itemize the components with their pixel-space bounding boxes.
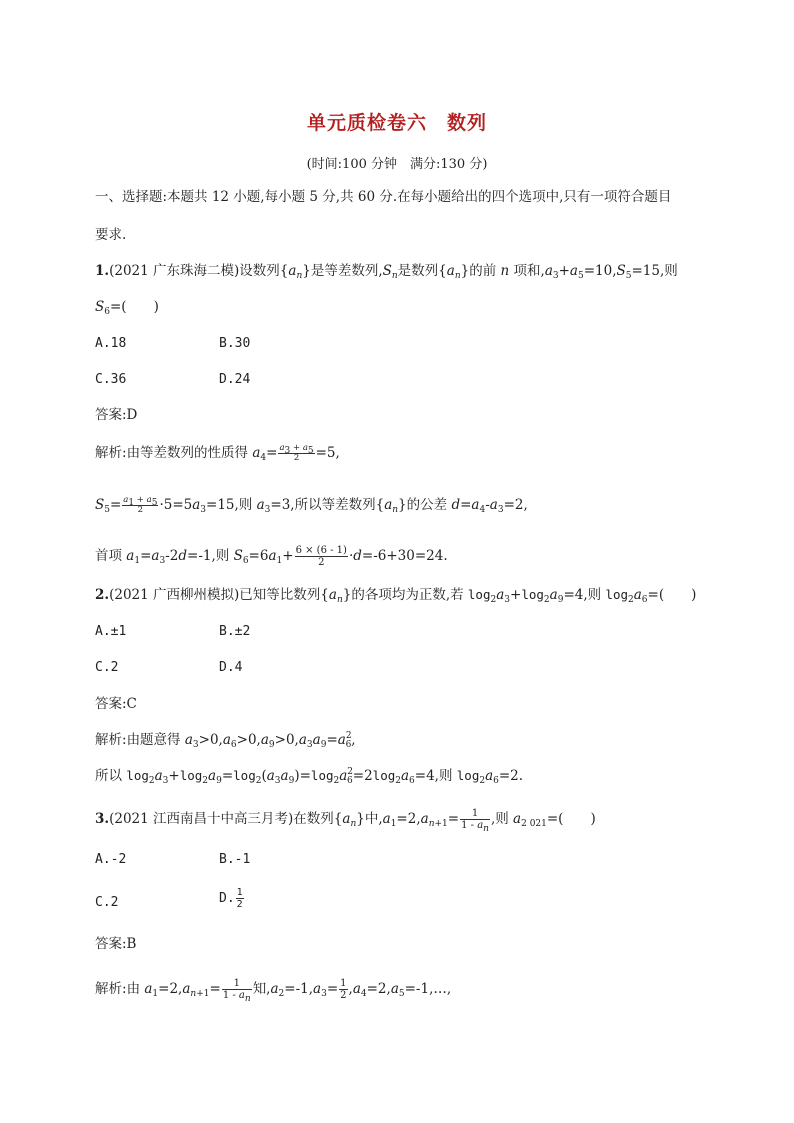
analysis-label: 解析: (95, 445, 127, 461)
analysis-line: $S_5=$ $\frac{a_1 + a_5}{2}$ $\cdot 5=5a_3=15$,则 $a_3=3$,所以等差数列$\{a_n\}$的公差 $d=a_4-a_3=2$, (95, 495, 528, 515)
option-d: D.24 (219, 372, 251, 387)
option-a: A.±1 (95, 624, 127, 639)
analysis-label: 解析: (95, 981, 127, 997)
section-intro-cont: 要求. (95, 227, 127, 243)
analysis-line: 所以 $\log_2a_3+\log_2a_9=\log_2(a_3a_9)=\log_2a^2_6=2\log_2a_6=4$,则 $\log_2a_6=2$. (95, 767, 524, 786)
option-d (219, 887, 245, 910)
exam-info: (时间:100 分钟 满分:130 分) (306, 157, 488, 172)
answer: 答案:B (95, 936, 137, 952)
page-title: 单元质检卷六 数列 (306, 112, 487, 134)
question-source: (2021 广东珠海二模) (109, 263, 240, 279)
analysis-line: 解析:由 $a_1=2,a_{n+1}=$ $\frac{1}{1 - a_n}$ 知$,a_2=-1,a_3=$ $\frac{1}{2}$ $,a_4=2,a_5=-1,\dots$, (95, 978, 452, 1004)
fraction: $\frac{a_3 + a_5}{2}$ (279, 443, 314, 463)
option-d: D.4 (219, 660, 243, 675)
option-b: B.±2 (219, 624, 251, 639)
option-c: C.2 (95, 895, 119, 910)
analysis-line: 解析:由题意得 $a_3>0,a_6>0,a_9>0,a_3a_9=a^2_6$, (95, 731, 356, 750)
option-c: C.36 (95, 372, 127, 387)
question-1-stem: 1.(2021 广东珠海二模)设数列$\{a_n\}$是等差数列$,S_n$是数列$\{a_n\}$的前 n 项和$,a_3+a_5=10,S_5=15$,则 (95, 263, 678, 281)
analysis-line: 解析:由等差数列的性质得 $a_4=$ $\frac{a_3 + a_5}{2}$ =5, (95, 443, 340, 463)
fraction: $\frac{6 \times (6 - 1)}{2}$ (295, 545, 347, 568)
option-b: B.-1 (219, 852, 251, 867)
option-b: B.30 (219, 336, 251, 351)
question-number: 1. (95, 263, 110, 279)
option-d-label: D. (219, 891, 235, 906)
fraction: $\frac{1}{1 - a_n}$ (461, 808, 489, 834)
question-source: (2021 广西柳州模拟) (109, 587, 240, 603)
fraction: $\frac{1}{2}$ (340, 978, 347, 1001)
fraction: $\frac{1}{1 - a_n}$ (222, 978, 251, 1004)
option-c: C.2 (95, 660, 119, 675)
question-source: (2021 江西南昌十中高三月考) (109, 811, 294, 827)
section-intro: 一、选择题:本题共 12 小题,每小题 5 分,共 60 分.在每小题给出的四个选项中,只有一项符合题目 (95, 189, 672, 205)
question-3-stem: 3.(2021 江西南昌十中高三月考)在数列$\{a_n\}$中$,a_1=2,a_{n+1}=$ $\frac{1}{1 - a_n}$ ,则 $a_{2 021}=$( ) (95, 808, 596, 834)
answer: 答案:C (95, 696, 137, 712)
analysis-label: 解析: (95, 732, 127, 748)
option-a: A.18 (95, 336, 127, 351)
option-a: A.-2 (95, 852, 127, 867)
question-1-stem-cont: $S_6=$( ) (95, 299, 159, 317)
fraction: $\frac{a_1 + a_5}{2}$ (123, 495, 158, 515)
question-number: 3. (95, 811, 110, 827)
fraction: $\frac{1}{2}$ (236, 887, 243, 910)
question-2-stem: 2.(2021 广西柳州模拟)已知等比数列$\{a_n\}$的各项均为正数,若 $\log_2a_3+\log_2a_9=4$,则 $\log_2a_6=$( ) (95, 587, 697, 605)
answer: 答案:D (95, 407, 138, 423)
question-number: 2. (95, 587, 110, 603)
analysis-line: 首项 $a_1=a_3-2d=-1$,则 $S_6=6a_1+$ $\frac{6 \times (6 - 1)}{2}$ ·d=-6+30=24. (95, 545, 448, 568)
